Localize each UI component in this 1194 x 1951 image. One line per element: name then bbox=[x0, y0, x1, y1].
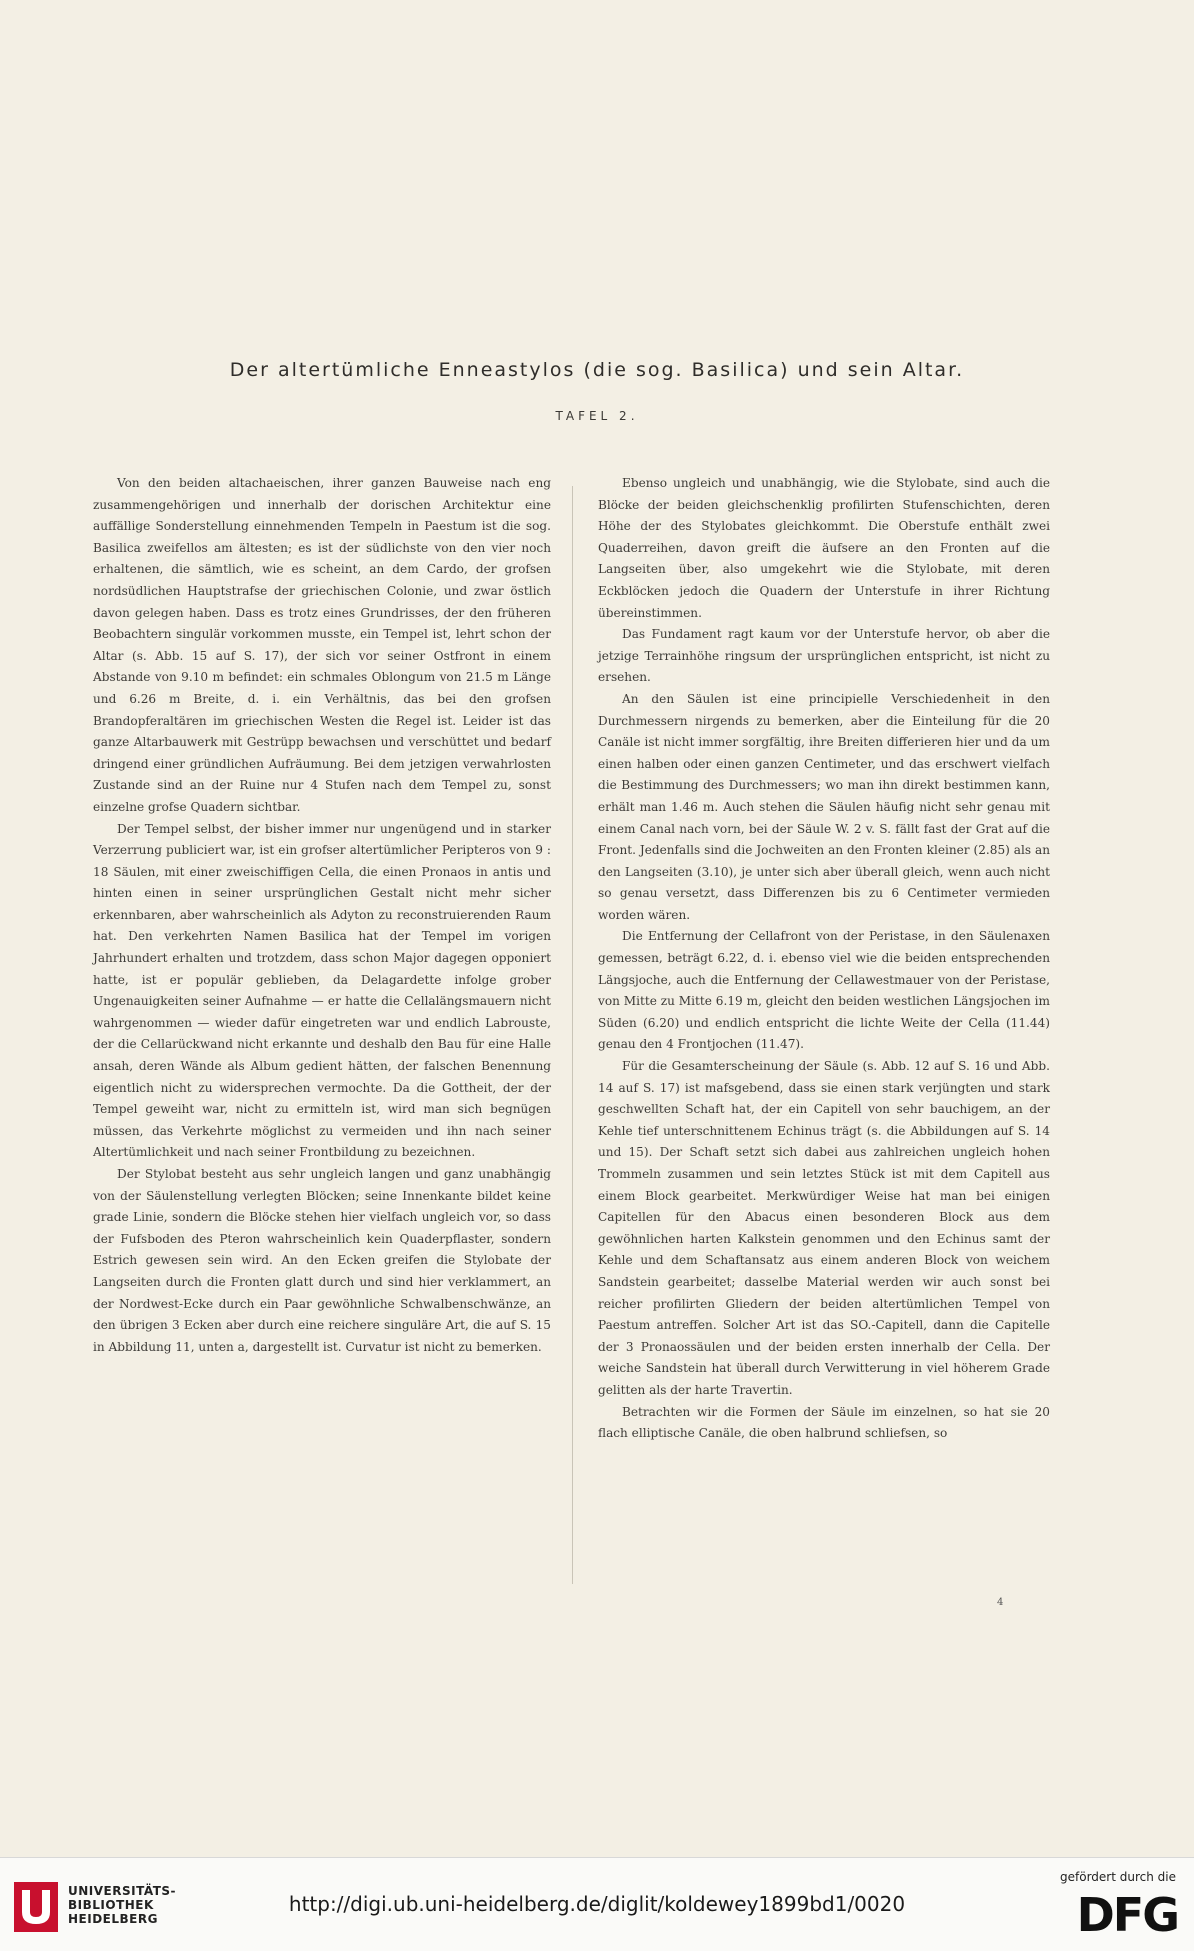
page-number: 4 bbox=[997, 1597, 1004, 1608]
left-paragraph-2: Der Tempel selbst, der bisher immer nur ungenügend und in starker Verzerrung publiciert war, ist ein grofser altertümlicher Peripteros von 9 : 18 Säulen, mit einer zweischiffigen Cella, die einen Pronaos in antis und hinten einen in seiner ursprünglichen Gestalt nicht mehr sicher erkennbaren, aber wahrscheinlich als Adyton zu reconstruierenden Raum hat. Den verkehrten Namen Basilica hat der Tempel im vorigen Jahrhundert erhalten und trotzdem, dass schon Major dagegen opponiert hatte, ist er populär geblieben, da Delagardette infolge grober Ungenauigkeiten seiner Aufnahme — er hatte die Cellalängsmauern nicht wahrgenommen — wieder dafür eingetreten war und endlich Labrouste, der die Cellarückwand nicht erkannte und deshalb den Bau für eine Halle ansah, deren Wände als Album gedient hätten, der falschen Benennung eigentlich nicht zu widersprechen vermochte. Da die Gottheit, der der Tempel geweiht war, nicht zu ermitteln ist, wird man sich begnügen müssen, das Verkehrte möglichst zu vermeiden und ihn nach seiner Altertümlichkeit und nach seiner Frontbildung zu bezeichnen. bbox=[93, 821, 551, 1160]
right-paragraph-2: Das Fundament ragt kaum vor der Unterstufe hervor, ob aber die jetzige Terrainhöhe ringsum der ursprünglichen entspricht, ist nicht zu ersehen. bbox=[598, 627, 1050, 685]
library-name-line-2: BIBLIOTHEK bbox=[68, 1898, 154, 1912]
funder-caption: gefördert durch die bbox=[1060, 1870, 1176, 1884]
right-paragraph-3: An den Säulen ist eine principielle Verschiedenheit in den Durchmessern nirgends zu bemerken, aber die Einteilung für die 20 Canäle ist nicht immer sorgfältig, ihre Breiten differieren hier und da um einen halben oder einen ganzen Centimeter, und das erschwert vielfach die Bestimmung des Durchmessers; wo man ihn direkt bestimmen kann, erhält man 1.46 m. Auch stehen die Säulen häufig nicht sehr genau mit einem Canal nach vorn, bei der Säule W. 2 v. S. fällt fast der Grat auf die Front. Jedenfalls sind die Jochweiten an den Fronten kleiner (2.85) als an den Langseiten (3.10), je unter sich aber überall gleich, wenn auch nicht so genau versetzt, dass Differenzen bis zu 6 Centimeter vermieden worden wären. bbox=[598, 691, 1050, 922]
left-paragraph-3: Der Stylobat besteht aus sehr ungleich langen und ganz unabhängig von der Säulenstellung verlegten Blöcken; seine Innenkante bildet keine grade Linie, sondern die Blöcke stehen hier vielfach ungleich vor, so dass der Fufsboden des Pteron wahrscheinlich kein Quaderpflaster, sondern Estrich gewesen sein wird. An den Ecken greifen die Stylobate der Langseiten durch die Fronten glatt durch und sind hier verklammert, an der Nordwest-Ecke durch ein Paar gewöhnliche Schwalbenschwänze, an den übrigen 3 Ecken aber durch eine reichere singuläre Art, die auf S. 15 in Abbildung 11, unten a, dargestellt ist. Curvatur ist nicht zu bemerken. bbox=[93, 1167, 551, 1354]
column-divider bbox=[572, 486, 573, 1584]
dfg-logo-icon[interactable]: DFG bbox=[1076, 1888, 1178, 1942]
right-column bbox=[598, 473, 1050, 1445]
source-url-link[interactable]: http://digi.ub.uni-heidelberg.de/diglit/koldewey1899bd1/0020 bbox=[288, 1892, 906, 1916]
right-paragraph-6: Betrachten wir die Formen der Säule im einzelnen, so hat sie 20 flach elliptische Canäle, die oben halbrund schliefsen, so bbox=[598, 1404, 1050, 1441]
library-name-line-3: HEIDELBERG bbox=[68, 1912, 158, 1926]
right-paragraph-5: Für die Gesamterscheinung der Säule (s. Abb. 12 auf S. 16 und Abb. 14 auf S. 17) ist mafsgebend, dass sie einen stark verjüngten und stark geschwellten Schaft hat, der ein Capitell von sehr bauchigem, an der Kehle tief unterschnittenem Echinus trägt (s. die Abbildungen auf S. 14 und 15). Der Schaft setzt sich dabei aus zahlreichen ungleich hohen Trommeln zusammen und sein letztes Stück ist mit dem Capitell aus einem Block gearbeitet. Merkwürdiger Weise hat man bei einigen Capitellen für den Abacus einen besonderen Block aus dem gewöhnlichen harten Kalkstein genommen und den Echinus samt der Kehle und dem Schaftansatz aus einem anderen Block von weichem Sandstein gearbeitet; dasselbe Material werden wir auch sonst bei reicher profilirten Gliedern der beiden altertümlichen Tempel von Paestum antreffen. Solcher Art ist das SO.-Capitell, dann die Capitelle der 3 Pronaossäulen und der beiden ersten innerhalb der Cella. Der weiche Sandstein hat überall durch Verwitterung in viel höherem Grade gelitten als der harte Travertin. bbox=[598, 1059, 1050, 1397]
digitization-footer bbox=[0, 1857, 1194, 1951]
page-title: Der altertümliche Enneastylos (die sog. Basilica) und sein Altar. bbox=[229, 359, 965, 381]
right-paragraph-1: Ebenso ungleich und unabhängig, wie die Stylobate, sind auch die Blöcke der beiden gleichschenklig profilirten Stufenschichten, deren Höhe der des Stylobates gleichkommt. Die Oberstufe enthält zwei Quaderreihen, davon greift die äufsere an den Fronten auf die Langseiten über, also umgekehrt wie die Stylobate, mit deren Eckblöcken jedoch die Quadern der Unterstufe in ihrer Richtung übereinstimmen. bbox=[598, 476, 1050, 620]
right-paragraph-4: Die Entfernung der Cellafront von der Peristase, in den Säulenaxen gemessen, beträgt 6.22, d. i. ebenso viel wie die beiden entsprechenden Längsjoche, auch die Entfernung der Cellawestmauer von der Peristase, von Mitte zu Mitte 6.19 m, gleicht den beiden westlichen Längsjochen im Süden (6.20) und endlich entspricht die lichte Weite der Cella (11.44) genau den 4 Frontjochen (11.47). bbox=[598, 929, 1050, 1052]
left-column bbox=[93, 473, 551, 1358]
plate-label: TAFEL 2. bbox=[555, 409, 639, 423]
left-paragraph-1: Von den beiden altachaeischen, ihrer ganzen Bauweise nach eng zusammengehörigen und innerhalb der dorischen Architektur eine auffällige Sonderstellung einnehmenden Tempeln in Paestum ist die sog. Basilica zweifellos am ältesten; es ist der südlichste von den vier noch erhaltenen, die sämtlich, wie es scheint, an dem Cardo, der grofsen nordsüdlichen Hauptstrafse der griechischen Colonie, und zwar östlich davon gelegen haben. Dass es trotz eines Grundrisses, der den früheren Beobachtern singulär vorkommen musste, ein Tempel ist, lehrt schon der Altar (s. Abb. 15 auf S. 17), der sich vor seiner Ostfront in einem Abstande von 9.10 m befindet: ein schmales Oblongum von 21.5 m Länge und 6.26 m Breite, d. i. ein Verhältnis, das bei den grofsen Brandopferaltären im griechischen Westen die Regel ist. Leider ist das ganze Altarbauwerk mit Gestrüpp bewachsen und verschüttet und bedarf dringend einer gründlichen Aufräumung. Bei dem jetzigen verwahrlosten Zustande sind an der Ruine nur 4 Stufen nach dem Tempel zu, sonst einzelne grofse Quadern sichtbar. bbox=[93, 476, 551, 814]
library-name-line-1: UNIVERSITÄTS- bbox=[68, 1884, 177, 1898]
